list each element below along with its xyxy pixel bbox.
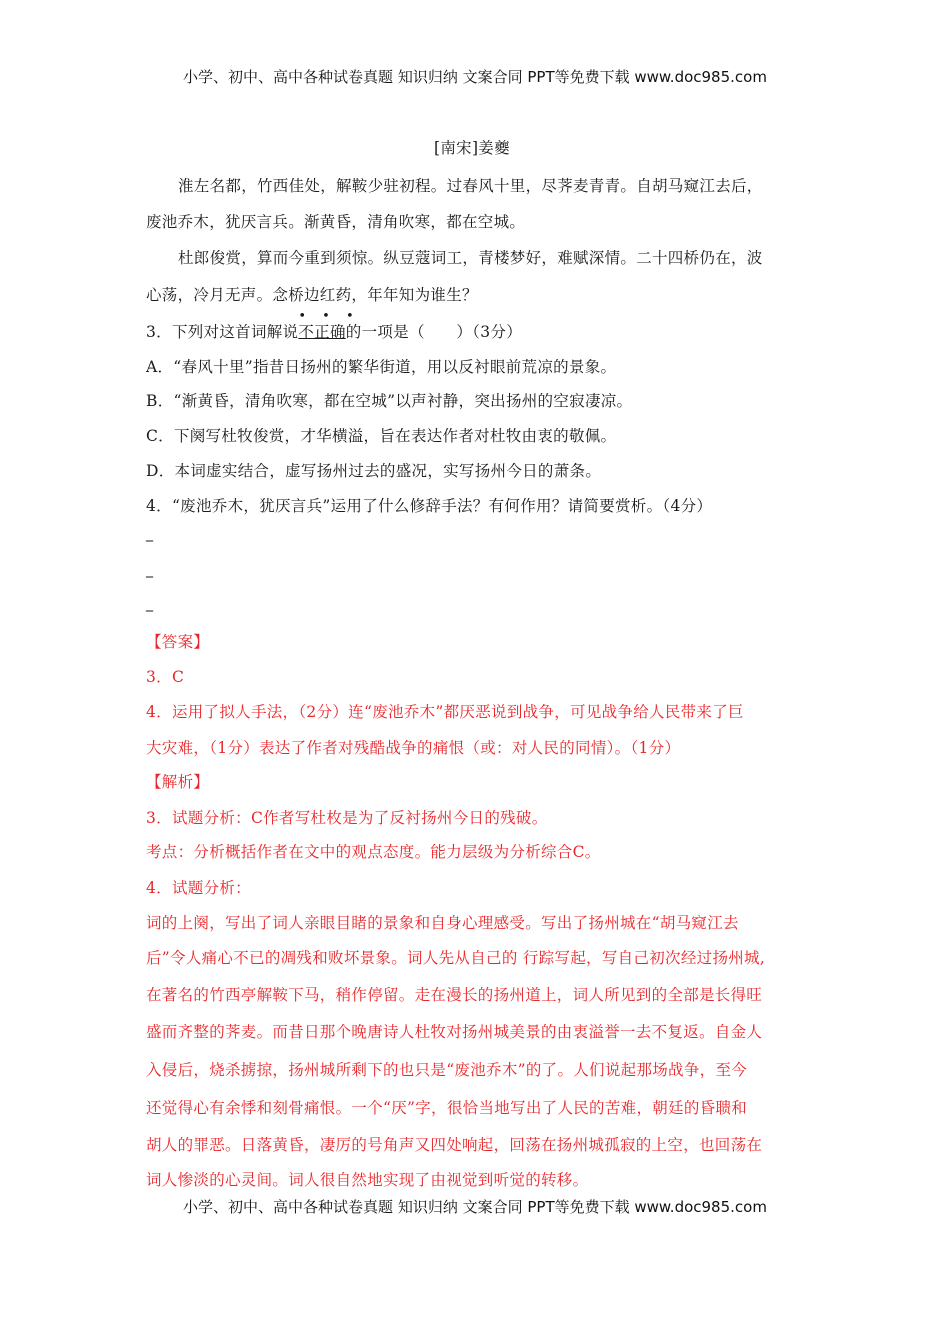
question-4: 4．“废池乔木，犹厌言兵”运用了什么修辞手法？有何作用？请简要赏析。（4分） bbox=[146, 497, 713, 515]
analysis-4-title: 4．试题分析： bbox=[146, 879, 251, 897]
analysis-4-line: 还觉得心有余悸和刻骨痛恨。一个“厌”字，很恰当地写出了人民的苦难，朝廷的昏聩和 bbox=[146, 1099, 748, 1117]
page-header: 小学、初中、高中各种试卷真题 知识归纳 文案合同 PPT等免费下载 www.doc985.com bbox=[183, 68, 767, 86]
analysis-4-line: 在著名的竹西亭解鞍下马，稍作停留。走在漫长的扬州道上，词人所见到的全部是长得旺 bbox=[146, 986, 763, 1004]
answer-4-line: 大灾难，（1分）表达了作者对残酷战争的痛恨（或：对人民的同情）。（1分） bbox=[146, 739, 681, 757]
poem-author: [南宋]姜夔 bbox=[434, 139, 510, 157]
emphasis-dots: • • • bbox=[298, 309, 360, 324]
page-footer: 小学、初中、高中各种试卷真题 知识归纳 文案合同 PPT等免费下载 www.doc985.com bbox=[183, 1198, 767, 1216]
analysis-4-line: 词的上阕，写出了词人亲眼目睹的景象和自身心理感受。写出了扬州城在“胡马窥江去 bbox=[146, 914, 739, 932]
analysis-4-line: 入侵后，烧杀掳掠，扬州城所剩下的也只是“废池乔木”的了。人们说起那场战争，至今 bbox=[146, 1061, 748, 1079]
analysis-4-line: 后”令人痛心不已的凋残和败坏景象。词人先从自己的 行踪写起，写自己初次经过扬州城, bbox=[146, 949, 766, 967]
analysis-4-line: 盛而齐整的荠麦。而昔日那个晚唐诗人杜牧对扬州城美景的由衷溢誉一去不复返。自金人 bbox=[146, 1023, 763, 1041]
option-a: A．“春风十里”指昔日扬州的繁华街道，用以反衬眼前荒凉的景象。 bbox=[146, 358, 617, 376]
answer-blank: _ bbox=[146, 526, 153, 542]
poem-line: 心荡，冷月无声。念桥边红药，年年知为谁生？ bbox=[146, 286, 478, 304]
emphasis-text: 不正确 bbox=[298, 323, 346, 341]
analysis-3: 3．试题分析：C作者写杜枚是为了反衬扬州今日的残破。 bbox=[146, 809, 548, 827]
question-3-prefix: 3．下列对这首词解说 bbox=[146, 323, 299, 341]
answer-blank: _ bbox=[146, 562, 153, 578]
analysis-4-line: 词人惨淡的心灵间。词人很自然地实现了由视觉到听觉的转移。 bbox=[146, 1171, 589, 1189]
poem-line: 淮左名都，竹西佳处，解鞍少驻初程。过春风十里，尽荠麦青青。自胡马窥江去后， bbox=[178, 177, 763, 195]
poem-line: 废池乔木，犹厌言兵。渐黄昏，清角吹寒，都在空城。 bbox=[146, 213, 526, 231]
answer-3: 3．C bbox=[146, 668, 185, 686]
poem-line: 杜郎俊赏，算而今重到须惊。纵豆蔻词工，青楼梦好，难赋深情。二十四桥仍在，波 bbox=[178, 249, 763, 267]
option-b: B．“渐黄昏，清角吹寒，都在空城”以声衬静，突出扬州的空寂凄凉。 bbox=[146, 392, 633, 410]
option-c: C．下阕写杜牧俊赏，才华横溢，旨在表达作者对杜牧由衷的敬佩。 bbox=[146, 427, 617, 445]
question-3-emphasis bbox=[298, 309, 360, 341]
analysis-heading: 【解析】 bbox=[146, 773, 210, 791]
option-d: D．本词虚实结合，虚写扬州过去的盛况，实写扬州今日的萧条。 bbox=[146, 462, 602, 480]
answer-4-line: 4．运用了拟人手法，（2分）连“废池乔木”都厌恶说到战争，可见战争给人民带来了巨 bbox=[146, 703, 744, 721]
question-3 bbox=[146, 309, 522, 342]
analysis-4-line: 胡人的罪恶。日落黄昏，凄厉的号角声又四处响起，回荡在扬州城孤寂的上空，也回荡在 bbox=[146, 1136, 763, 1154]
answer-heading: 【答案】 bbox=[146, 633, 210, 651]
answer-blank: _ bbox=[146, 596, 153, 612]
question-3-suffix: 的一项是（ ）（3分） bbox=[345, 323, 522, 341]
analysis-3-point: 考点：分析概括作者在文中的观点态度。能力层级为分析综合C。 bbox=[146, 843, 601, 861]
